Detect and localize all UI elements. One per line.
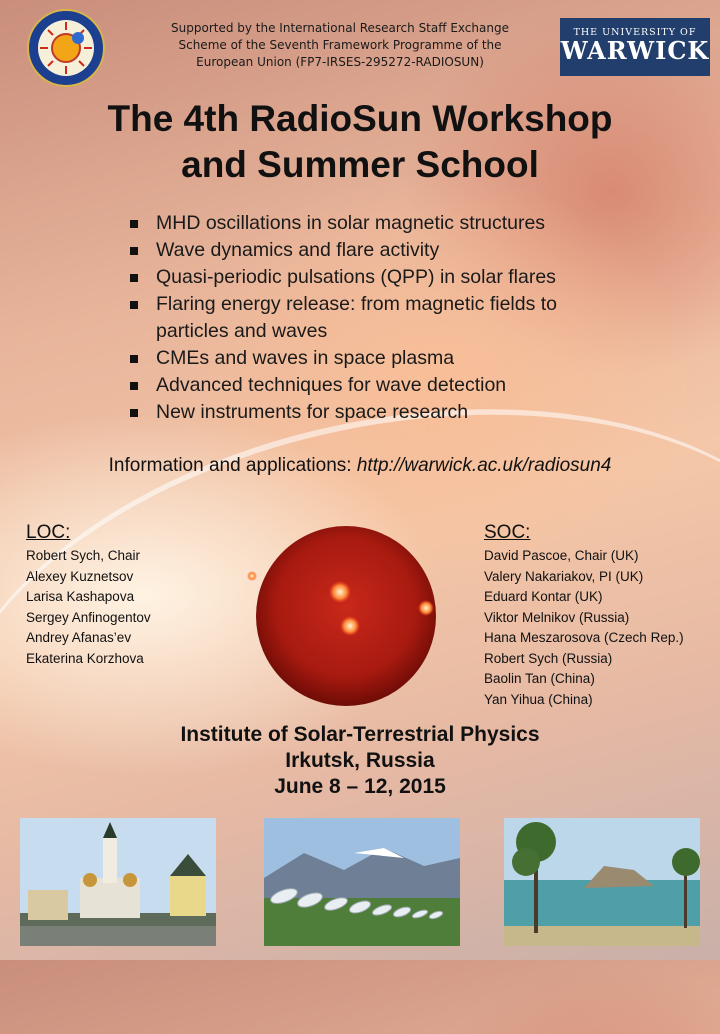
poster-title — [0, 96, 720, 188]
warwick-logo-name: WARWICK — [560, 36, 710, 65]
soc-members — [484, 546, 684, 710]
loc-member: Alexey Kuznetsov — [26, 568, 134, 584]
funding-line: Supported by the International Research Staff Exchange — [171, 21, 509, 35]
soc-member: Valery Nakariakov, PI (UK) — [484, 568, 644, 584]
topic-item: New instruments for space research — [128, 399, 598, 426]
information-line — [0, 455, 720, 477]
soc-member: David Pascoe, Chair (UK) — [484, 548, 639, 563]
topic-item: MHD oscillations in solar magnetic structures — [128, 210, 598, 237]
title-line: and Summer School — [181, 144, 539, 185]
loc-member: Larisa Kashapova — [26, 589, 135, 604]
photo-irkutsk-cathedral — [20, 818, 216, 946]
soc-member: Hana Meszarosova (Czech Rep.) — [484, 630, 684, 645]
funding-line: Scheme of the Seventh Framework Programme of the — [178, 38, 502, 52]
soc-member: Robert Sych (Russia) — [484, 650, 613, 666]
venue-city: Irkutsk, Russia — [285, 749, 435, 772]
funding-line: European Union (FP7-IRSES-295272-RADIOSUN) — [196, 55, 484, 69]
soc-member: Yan Yihua (China) — [484, 691, 593, 707]
soc-committee — [484, 522, 684, 710]
loc-committee — [26, 522, 151, 669]
information-url-link[interactable]: http://warwick.ac.uk/radiosun4 — [356, 455, 612, 476]
title-line: The 4th RadioSun Workshop — [107, 98, 613, 139]
venue-block — [0, 722, 720, 800]
venue-institute: Institute of Solar-Terrestrial Physics — [180, 723, 540, 746]
soc-member: Baolin Tan (China) — [484, 671, 595, 686]
topic-item: Wave dynamics and flare activity — [128, 237, 598, 264]
loc-heading: LOC: — [26, 522, 71, 543]
photo-radio-telescope-array — [264, 818, 460, 946]
topic-item: Flaring energy release: from magnetic fields to particles and waves — [128, 291, 598, 345]
loc-member: Ekaterina Korzhova — [26, 650, 144, 666]
photo-lake-baikal — [504, 818, 700, 946]
radiosun-emblem-logo — [26, 8, 106, 88]
warwick-logo — [560, 18, 710, 76]
soc-heading: SOC: — [484, 522, 531, 543]
venue-dates: June 8 – 12, 2015 — [274, 775, 446, 798]
loc-member: Robert Sych, Chair — [26, 548, 141, 563]
loc-member: Sergey Anfinogentov — [26, 609, 151, 625]
information-label: Information and applications: — [108, 455, 357, 476]
topic-item: Advanced techniques for wave detection — [128, 372, 598, 399]
warwick-logo-top: THE UNIVERSITY OF — [573, 27, 697, 38]
soc-member: Viktor Melnikov (Russia) — [484, 609, 630, 625]
soc-member: Eduard Kontar (UK) — [484, 589, 603, 604]
topic-item: Quasi-periodic pulsations (QPP) in solar flares — [128, 264, 598, 291]
loc-member: Andrey Afanas’ev — [26, 630, 132, 645]
funding-statement — [150, 20, 530, 71]
topics-list — [128, 210, 598, 426]
loc-members — [26, 546, 151, 669]
topic-item: CMEs and waves in space plasma — [128, 345, 598, 372]
radio-sun-image — [238, 522, 470, 710]
